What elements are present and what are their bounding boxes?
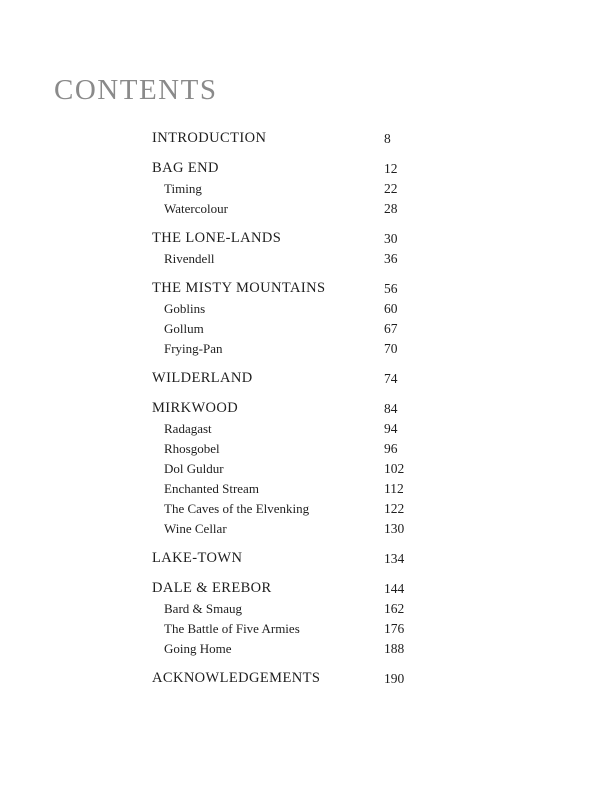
chapter-title: WILDERLAND xyxy=(152,370,253,386)
chapter-title: INTRODUCTION xyxy=(152,130,267,146)
toc-chapter-entry[interactable] xyxy=(152,368,412,389)
toc-chapter-entry[interactable] xyxy=(152,158,412,179)
toc-section-entry[interactable] xyxy=(152,299,412,319)
toc-chapter-entry[interactable] xyxy=(152,398,412,419)
chapter-title: THE MISTY MOUNTAINS xyxy=(152,280,326,296)
section-page-number: 122 xyxy=(384,501,405,516)
page-title: CONTENTS xyxy=(54,74,218,106)
toc-chapter-group xyxy=(152,228,412,269)
toc-section-entry[interactable] xyxy=(152,439,412,459)
toc-chapter-entry[interactable] xyxy=(152,668,412,689)
toc-chapter-group xyxy=(152,368,412,389)
chapter-title: THE LONE-LANDS xyxy=(152,230,282,246)
chapter-page-number: 84 xyxy=(384,401,398,416)
section-page-number: 96 xyxy=(384,441,398,456)
section-title: Goblins xyxy=(164,301,206,316)
section-page-number: 36 xyxy=(384,251,398,266)
section-page-number: 112 xyxy=(384,481,404,496)
toc-section-entry[interactable] xyxy=(152,319,412,339)
chapter-title: DALE & EREBOR xyxy=(152,580,272,596)
section-page-number: 22 xyxy=(384,181,398,196)
chapter-page-number: 30 xyxy=(384,231,398,246)
toc-chapter-group xyxy=(152,398,412,539)
section-title: Wine Cellar xyxy=(164,521,227,536)
section-title: Watercolour xyxy=(164,201,228,216)
section-title: Dol Guldur xyxy=(164,461,224,476)
toc-chapter-entry[interactable] xyxy=(152,228,412,249)
section-page-number: 67 xyxy=(384,321,398,336)
chapter-page-number: 144 xyxy=(384,581,405,596)
section-title: The Caves of the Elvenking xyxy=(164,501,310,516)
chapter-page-number: 12 xyxy=(384,161,398,176)
chapter-page-number: 74 xyxy=(384,371,398,386)
toc-section-entry[interactable] xyxy=(152,479,412,499)
toc-section-entry[interactable] xyxy=(152,179,412,199)
toc-section-entry[interactable] xyxy=(152,499,412,519)
section-title: The Battle of Five Armies xyxy=(164,621,300,636)
chapter-title: BAG END xyxy=(152,160,219,176)
section-page-number: 176 xyxy=(384,621,405,636)
chapter-page-number: 134 xyxy=(384,551,405,566)
section-title: Gollum xyxy=(164,321,204,336)
section-page-number: 28 xyxy=(384,201,398,216)
section-title: Rivendell xyxy=(164,251,215,266)
section-title: Rhosgobel xyxy=(164,441,220,456)
chapter-page-number: 8 xyxy=(384,131,391,146)
toc-chapter-group xyxy=(152,158,412,219)
chapter-page-number: 190 xyxy=(384,671,405,686)
chapter-title: LAKE-TOWN xyxy=(152,550,243,566)
toc-chapter-group xyxy=(152,128,412,149)
section-title: Going Home xyxy=(164,641,232,656)
toc-section-entry[interactable] xyxy=(152,419,412,439)
toc-section-entry[interactable] xyxy=(152,599,412,619)
table-of-contents xyxy=(152,128,412,698)
section-title: Enchanted Stream xyxy=(164,481,259,496)
toc-chapter-entry[interactable] xyxy=(152,548,412,569)
chapter-page-number: 56 xyxy=(384,281,398,296)
section-page-number: 60 xyxy=(384,301,398,316)
toc-chapter-group xyxy=(152,278,412,359)
toc-section-entry[interactable] xyxy=(152,619,412,639)
toc-section-entry[interactable] xyxy=(152,639,412,659)
section-title: Radagast xyxy=(164,421,212,436)
section-page-number: 188 xyxy=(384,641,405,656)
section-page-number: 130 xyxy=(384,521,405,536)
toc-chapter-entry[interactable] xyxy=(152,278,412,299)
toc-chapter-entry[interactable] xyxy=(152,578,412,599)
section-title: Frying-Pan xyxy=(164,341,223,356)
toc-chapter-group xyxy=(152,668,412,689)
section-title: Timing xyxy=(164,181,202,196)
section-page-number: 70 xyxy=(384,341,398,356)
section-page-number: 162 xyxy=(384,601,405,616)
toc-section-entry[interactable] xyxy=(152,249,412,269)
chapter-title: ACKNOWLEDGEMENTS xyxy=(152,670,321,686)
toc-section-entry[interactable] xyxy=(152,339,412,359)
toc-section-entry[interactable] xyxy=(152,519,412,539)
section-page-number: 102 xyxy=(384,461,405,476)
toc-section-entry[interactable] xyxy=(152,459,412,479)
chapter-title: MIRKWOOD xyxy=(152,400,239,416)
toc-chapter-entry[interactable] xyxy=(152,128,412,149)
section-title: Bard & Smaug xyxy=(164,601,242,616)
toc-section-entry[interactable] xyxy=(152,199,412,219)
toc-chapter-group xyxy=(152,548,412,569)
toc-chapter-group xyxy=(152,578,412,659)
section-page-number: 94 xyxy=(384,421,398,436)
